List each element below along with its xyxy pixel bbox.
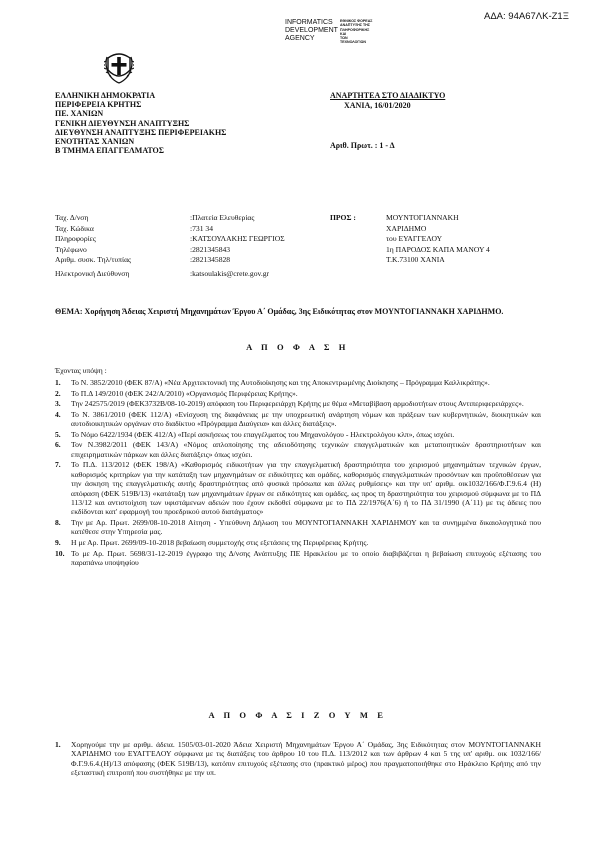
contact-row: Αριθμ. συσκ. Τηλ/τυπίας : 2821345828 [55,255,231,264]
decision-list [55,740,541,779]
agency-gr-4: ΚΑΙ [340,31,347,36]
agency-gr-2: ΑΝΑΠΤΥΞΗΣ ΤΗΣ [340,23,370,28]
authority-line: ΕΛΛΗΝΙΚΗ ΔΗΜΟΚΡΑΤΙΑ [55,91,156,100]
agency-line-1: INFORMATICS [285,19,333,26]
contact-value: Πλατεία Ελευθερίας [192,213,255,222]
item-number: 6. [55,440,61,450]
item-number: 2. [55,388,61,398]
recipient-line: ΜΟΥΝΤΟΓΙΑΝΝΑΚΗ [386,213,459,222]
item-number: 10. [55,548,65,558]
contact-row: Ταχ. Δ/νση : Πλατεία Ελευθερίας [55,213,255,222]
agency-gr-5: ΤΩΝ [340,36,348,41]
authority-line: ΓΕΝΙΚΗ ΔΙΕΥΘΥΝΣΗ ΑΝΑΠΤΥΞΗΣ [55,118,190,128]
considering-label: Έχοντας υπόψη : [55,366,107,375]
contact-label: Ηλεκτρονική Διεύθυνση [55,268,130,278]
recipient-line: 1η ΠΑΡΟΔΟΣ ΚΑΠΑ ΜΑΝΟΥ 4 [386,244,490,254]
document-date: ΧΑΝΙΑ, 16/01/2020 [344,101,411,110]
posting-label: ΑΝΑΡΤΗΤΕΑ ΣΤΟ ΔΙΑΔΙΚΤΥΟ [330,91,446,100]
agency-greek-text [340,19,372,45]
contact-label: Τηλέφωνο [55,244,87,254]
list-item [55,740,541,778]
agency-gr-6: ΤΕΧΝΟΛΟΓΙΩΝ [340,40,367,45]
email-link[interactable]: katsoulakis@crete.gov.gr [192,268,270,278]
contact-value: 2821345843 [192,244,231,254]
agency-logo-text [285,19,338,43]
authority-line: ΠΕ. ΧΑΝΙΩΝ [55,109,104,119]
item-text: Την με Αρ. Πρωτ. 2699/08-10-2018 Αίτηση - Υπεύθυνη Δήλωση του ΜΟΥΝΤΟΓΙΑΝΝΑΚΗ ΧΑΡΙΔΗΜΟΥ και τα συνημμένα δικαιολογητικά που κατέθεσε στην Υπηρεσία μας. [71,518,541,537]
authority-line: ΕΝΟΤΗΤΑΣ ΧΑΝΙΩΝ [55,137,135,147]
item-number: 3. [55,399,61,409]
item-text: Το Νόμο 6422/1934 (ΦΕΚ 412/Α) «Περί ασκήσεως του επαγγέλματος του Μηχανολόγου - Ηλεκτρολόγου κλπ», όπως ισχύει. [71,429,455,439]
agency-line-2: DEVELOPMENT [285,27,338,34]
list-item [55,399,541,408]
item-text: Την 242575/2019 (ΦΕΚ3732Β/08-10-2019) απόφαση του Περιφερειάρχη Κρήτης με θέμα «Μεταβίβαση αρμοδιοτήτων στους Αντιπεριφερειάρχες». [71,399,524,409]
item-number: 1. [55,378,61,387]
contact-label: Πληροφορίες [55,234,96,243]
recipient-line: ΧΑΡΙΔΗΜΟ [386,223,427,233]
contact-row: Ταχ. Κώδικα : 731 34 [55,223,214,233]
contact-row: Πληροφορίες : ΚΑΤΣΟΥΛΑΚΗΣ ΓΕΩΡΓΙΟΣ [55,234,285,243]
subject: ΘΕΜΑ: Χορήγηση Άδειας Χειριστή Μηχανημάτων Έργου Α΄ Ομάδας, 3ης Ειδικότητας στον ΜΟΥΝΤΟΓΙΑΝΝΑΚΗ ΧΑΡΙΔΗΜΟ. [55,307,504,316]
list-item [55,389,541,398]
item-number: 1. [55,740,61,749]
item-text: Η με Αρ. Πρωτ. 2699/09-10-2018 βεβαίωση συμμετοχής στις εξετάσεις της Περιφέρειας Κρήτης. [71,538,369,547]
list-item [55,430,541,439]
list-item [55,538,541,547]
list-item [55,460,541,516]
list-item [55,549,541,568]
item-text: Τον Ν.3982/2011 (ΦΕΚ 143/Α) «Νόμος απλοποίησης της αδειοδότησης τεχνικών επαγγελματικών και μεταποιητικών δραστηριοτήτων και επιχειρηματικών πάρκων και άλλες διατάξεις» όπως ισχύει. [71,440,541,459]
authority-header [55,91,226,155]
item-number: 7. [55,460,61,470]
recipient-line: του ΕΥΑΓΓΕΛΟΥ [386,234,443,243]
item-text: Το Π.Δ. 113/2012 (ΦΕΚ 198/Α) «Καθορισμός ειδικοτήτων για την επαγγελματική δραστηριότητα του χειρισμού μηχανημάτων τεχνικών έργων, καθορισμός κριτηρίων για την κατάταξη των μηχανημάτων σε ειδικότητες και ομάδες, καθορισμός επαγγελματικών προσόντων και προϋποθέσεων για την άσκηση της επαγγελματικής αυτής δραστηριότητας από φυσικά πρόσωπα και άλλες ρυθμίσεις» και την υπ' αριθμ. οικ1032/166/Φ.Γ.9.6.4 (Η) απόφαση (ΦΕΚ 519Β/13) «κατάταξη των μηχανημάτων έργων σε ειδικότητες και ομάδες, ως προς τη δραστηριότητα του χειρισμού σύμφωνα με το ΠΔ 113/12 και αντιστοίχιση των υφιστάμενων αδειών που έχουν εκδοθεί σύμφωνα με το ΠΔ 22/1976(Α΄6) ή το ΠΔ 31/1990 (Α΄11) με τις άδειες που εκδίδονται κατ' εφαρμογή του προεδρικού αυτού διατάγματος» [71,460,541,517]
agency-line-3: AGENCY [285,35,315,42]
item-text: Το με Αρ. Πρωτ. 5698/31-12-2019 έγγραφο της Δ/νσης Ανάπτυξης ΠΕ Ηρακλείου με το οποίο διαβιβάζεται η βεβαίωση επιτυχούς εξέτασης του παραπάνω υποψηφίου [71,548,541,567]
considerations-list [55,378,541,569]
contact-value: ΚΑΤΣΟΥΛΑΚΗΣ ΓΕΩΡΓΙΟΣ [192,234,285,243]
item-text: Το Ν. 3852/2010 (ΦΕΚ 87/Α) «Νέα Αρχιτεκτονική της Αυτοδιοίκησης και της Αποκεντρωμένης Διοίκησης – Πρόγραμμα Καλλικράτης». [71,378,490,387]
recipient-line: Τ.Κ.73100 ΧΑΝΙΑ [386,255,445,264]
contact-row: Τηλέφωνο : 2821345843 [55,244,231,254]
contact-details [55,213,285,279]
agency-gr-1: ΕΘΝΙΚΟΣ ΦΟΡΕΑΣ [340,19,373,23]
item-number: 8. [55,518,61,527]
contact-value: 731 34 [192,223,214,233]
contact-label: Ταχ. Δ/νση [55,213,89,222]
authority-line: ΔΙΕΥΘΥΝΣΗ ΑΝΑΠΤΥΞΗΣ ΠΕΡΙΦΕΡΕΙΑΚΗΣ [55,127,227,137]
list-item [55,378,541,387]
hellenic-emblem-icon [104,48,134,86]
item-text: Χορηγούμε την με αριθμ. άδεια. 1505/03-01-2020 Άδεια Χειριστή Μηχανημάτων Έργου Α΄ Ομάδας, 3ης Ειδικότητας στον ΜΟΥΝΤΟΓΙΑΝΝΑΚΗ ΧΑΡΙΔΗΜΟ του ΕΥΑΓΓΕΛΟΥ σύμφωνα με τις διατάξεις του άρθρου 10 του Π.Δ. 113/2012 και των άρθρων 4 και 5 της υπ' αριθμ. οικ 1032/166/Φ.Γ.9.6.4.(Η)/13 απόφασης (ΦΕΚ 519Β/13), κατόπιν επιτυχούς εξέτασης στο (πρακτικό μέρος) που πραγματοποιήθηκε στο Ηράκλειο Κρήτης από την εξεταστική επιτροπή που συστήθηκε με την υπ. [71,740,541,778]
contact-label: Ταχ. Κώδικα [55,223,94,233]
list-item [55,518,541,537]
authority-line: ΠΕΡΙΦΕΡΕΙΑ ΚΡΗΤΗΣ [55,100,142,110]
item-number: 4. [55,409,61,419]
decision-title: Α Π Ο Φ Α Σ Η [246,342,349,352]
contact-row: Ηλεκτρονική Διεύθυνση : katsoulakis@crete.gov.gr [55,268,270,278]
contact-value: 2821345828 [192,255,231,264]
contact-label: Αριθμ. συσκ. Τηλ/τυπίας [55,255,132,264]
item-number: 5. [55,429,61,439]
item-text: Το Π.Δ 149/2010 (ΦΕΚ 242/Α/2010) «Οργανισμός Περιφέρειας Κρήτης». [71,388,298,398]
ada-code: ΑΔΑ: 94Α67ΛΚ-Ζ1Ξ [484,11,569,22]
list-item [55,410,541,429]
agency-gr-3: ΠΛΗΡΟΦΟΡΙΚΗΣ [340,27,370,32]
recipient-block [386,213,490,266]
item-number: 9. [55,538,61,547]
list-item [55,440,541,459]
decide-title: Α Π Ο Φ Α Σ Ι Ζ Ο Υ Μ Ε [208,710,387,720]
recipient-label: ΠΡΟΣ : [330,213,356,222]
protocol-number: Αριθ. Πρωτ. : 1 - Δ [330,141,395,150]
authority-line: Β ΤΜΗΜΑ ΕΠΑΓΓΕΛΜΑΤΟΣ [55,146,164,156]
item-text: Το Ν. 3861/2010 (ΦΕΚ 112/Α) «Ενίσχυση της διαφάνειας με την υποχρεωτική ανάρτηση νόμων και πράξεων των κυβερνητικών, διοικητικών και αυτοδιοικητικών οργάνων στο διαδίκτυο «Πρόγραμμα Διαύγεια» και άλλες διατάξεις». [71,409,541,429]
